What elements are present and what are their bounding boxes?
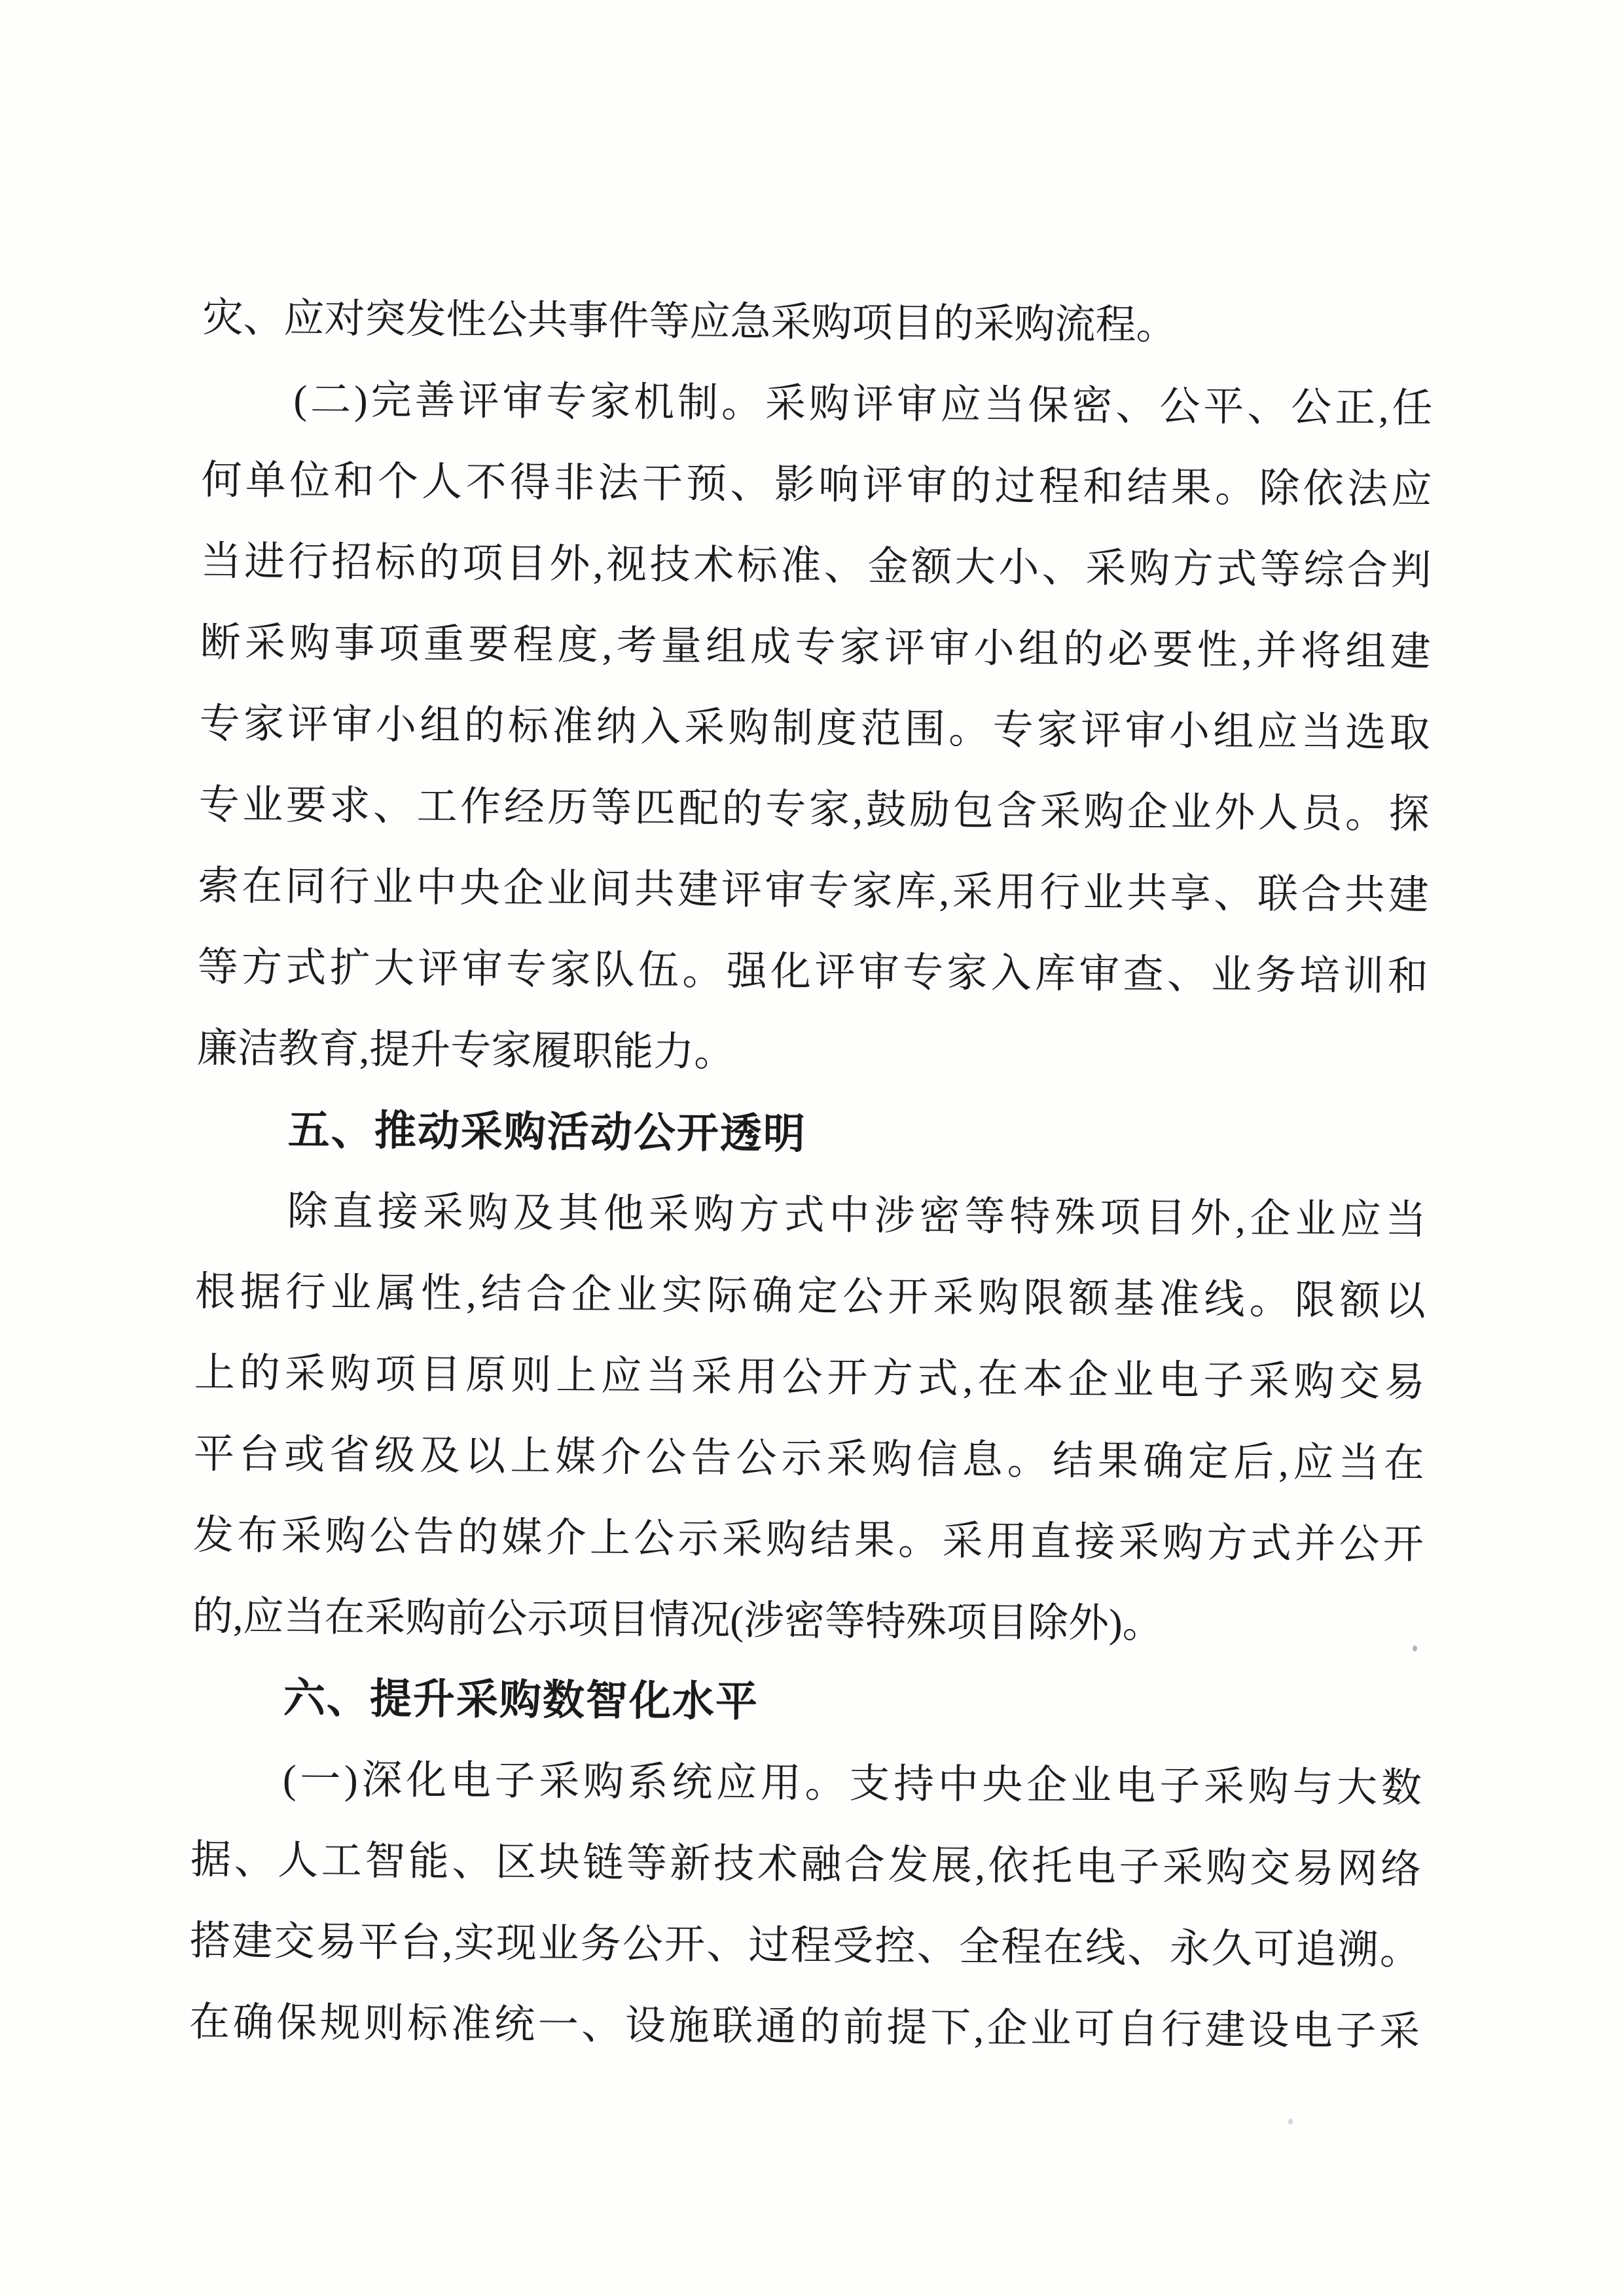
paragraph-start: (二)完善评审专家机制。采购评审应当保密、公平、公正,任 — [293, 378, 1433, 431]
text-line: 索在同行业中央企业间共建评审专家库,采用行业共享、联合共建 — [198, 863, 1429, 918]
text-line: 何单位和个人不得非法干预、影响评审的过程和结果。除依法应 — [201, 457, 1432, 512]
scan-speck — [1413, 1645, 1417, 1651]
text-line: 等方式扩大评审专家队伍。强化评审专家入库审查、业务培训和 — [197, 944, 1428, 999]
text-line: 专业要求、工作经历等匹配的专家,鼓励包含采购企业外人员。探 — [198, 782, 1430, 837]
text-line: 根据行业属性,结合企业实际确定公开采购限额基准线。限额以 — [194, 1269, 1426, 1324]
text-line: 当进行招标的项目外,视技术标准、金额大小、采购方式等综合判 — [200, 539, 1432, 594]
text-line: 专家评审小组的标准纳入采购制度范围。专家评审小组应当选取 — [199, 701, 1430, 756]
paragraph-end: 的,应当在采购前公示项目情况(涉密等特殊项目除外)。 — [192, 1594, 1163, 1647]
text-line: 灾、应对突发性公共事件等应急采购项目的采购流程。 — [202, 295, 1177, 348]
section-heading-5: 五、推动采购活动公开透明 — [287, 1106, 807, 1159]
text-line: 发布采购公告的媒介上公示采购结果。采用直接采购方式并公开 — [192, 1513, 1424, 1568]
text-line: 在确保规则标准统一、设施联通的前提下,企业可自行建设电子采 — [189, 2000, 1420, 2054]
paragraph-start: 除直接采购及其他采购方式中涉密等特殊项目外,企业应当 — [287, 1189, 1427, 1243]
section-heading-6: 六、提升采购数智化水平 — [283, 1674, 759, 1727]
text-block — [189, 278, 1434, 2073]
scan-speck — [1288, 2119, 1293, 2125]
text-line: 平台或省级及以上媒介公告公示采购信息。结果确定后,应当在 — [193, 1431, 1425, 1486]
paragraph-end: 廉洁教育,提升专家履职能力。 — [196, 1026, 735, 1075]
text-line: 上的采购项目原则上应当采用公开方式,在本企业电子采购交易 — [194, 1350, 1426, 1405]
text-line: 据、人工智能、区块链等新技术融合发展,依托电子采购交易网络 — [190, 1837, 1422, 1892]
text-line: 断采购事项重要程度,考量组成专家评审小组的必要性,并将组建 — [200, 620, 1431, 675]
paragraph-start: (一)深化电子采购系统应用。支持中央企业电子采购与大数 — [282, 1757, 1422, 1811]
text-line: 搭建交易平台,实现业务公开、过程受控、全程在线、永久可追溯。 — [189, 1918, 1421, 1973]
